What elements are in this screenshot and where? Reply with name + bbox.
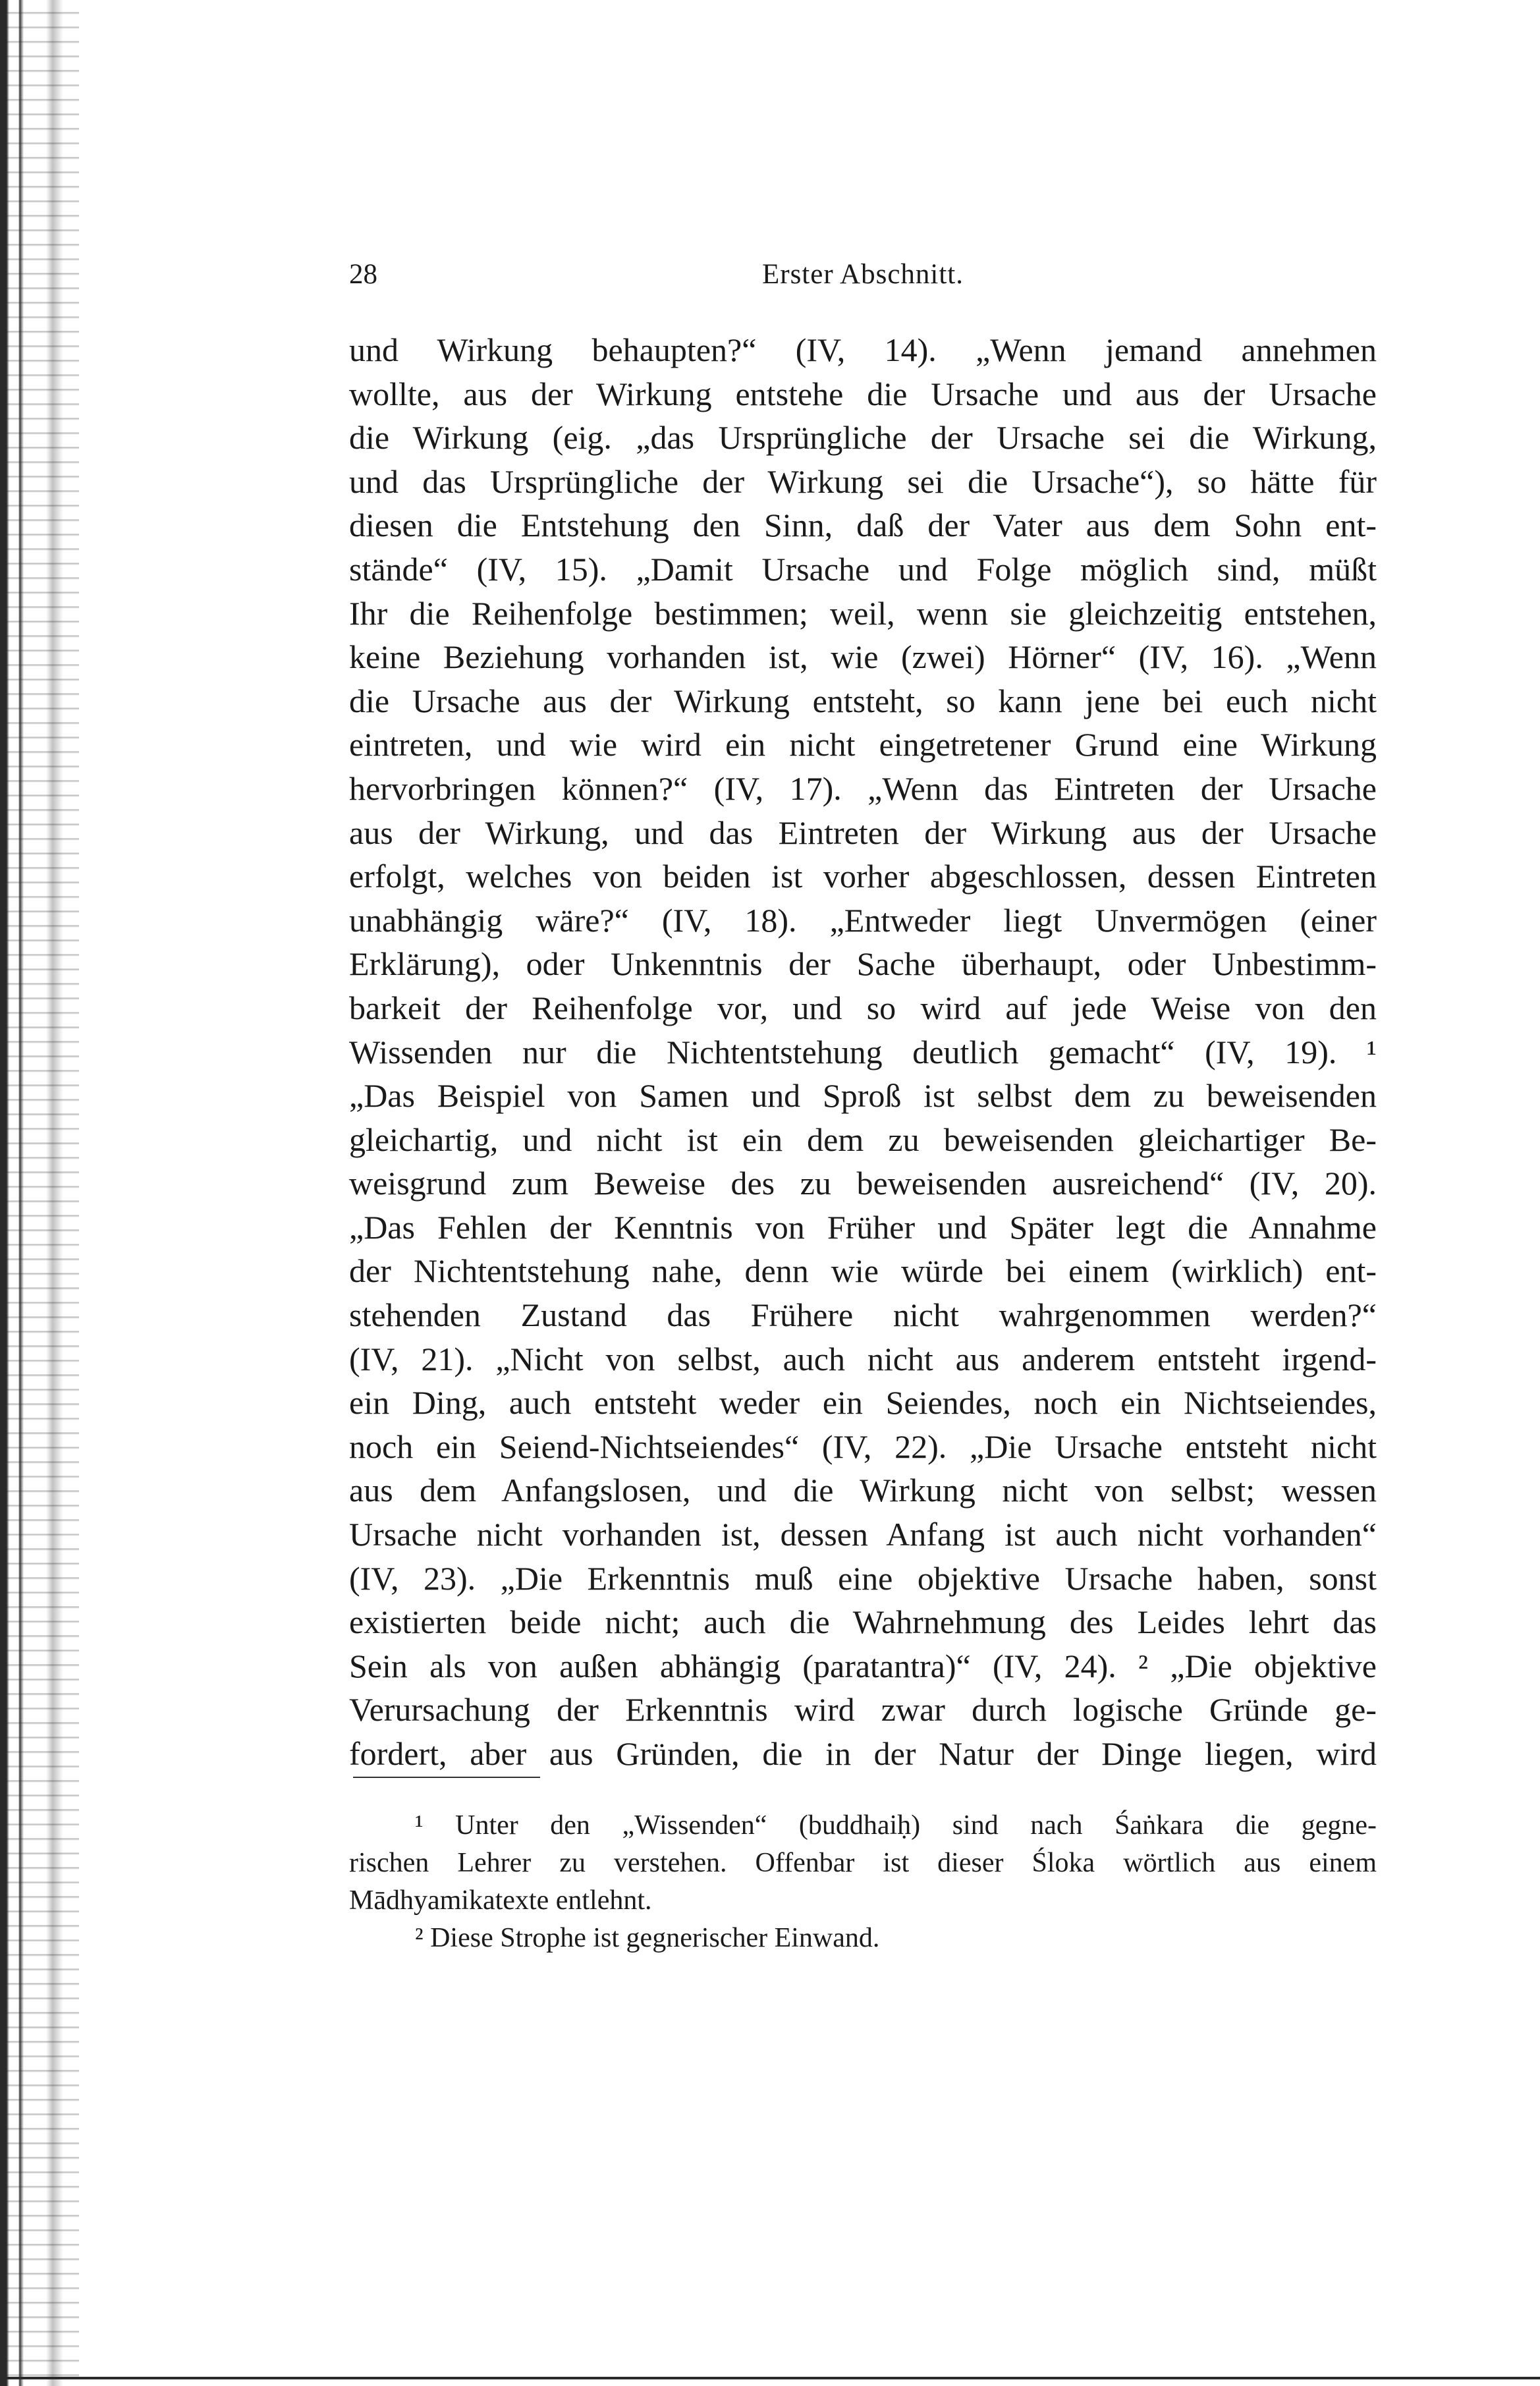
body-line: und Wirkung behaupten?“ (IV, 14). „Wenn jemand annehmen xyxy=(349,331,1377,368)
body-line: Wissenden nur die Nichtentstehung deutlich gemacht“ (IV, 19). ¹ xyxy=(349,1033,1377,1070)
body-line: der Nichtentstehung nahe, denn wie würde bei einem (wirklich) ent- xyxy=(349,1252,1377,1290)
body-text xyxy=(349,328,1377,1776)
body-line: weisgrund zum Beweise des zu beweisenden ausreichend“ (IV, 20). xyxy=(349,1165,1377,1202)
body-line: gleichartig, und nicht ist ein dem zu beweisenden gleichartiger Be- xyxy=(349,1121,1377,1158)
body-line: „Das Fehlen der Kenntnis von Früher und Später legt die Annahme xyxy=(349,1208,1377,1246)
body-line: aus dem Anfangslosen, und die Wirkung nicht von selbst; wessen xyxy=(349,1472,1377,1509)
body-line: (IV, 21). „Nicht von selbst, auch nicht aus anderem entsteht irgend- xyxy=(349,1340,1377,1377)
body-line: aus der Wirkung, und das Eintreten der Wirkung aus der Ursache xyxy=(349,814,1377,851)
body-line: stände“ (IV, 15). „Damit Ursache und Folge möglich sind, müßt xyxy=(349,550,1377,588)
footnote-line: ¹ Unter den „Wissenden“ (buddhaiḥ) sind nach Śaṅkara die gegne- xyxy=(415,1810,1377,1841)
body-line: (IV, 23). „Die Erkenntnis muß eine objektive Ursache haben, sonst xyxy=(349,1559,1377,1597)
footnote-line: rischen Lehrer zu verstehen. Offenbar ist dieser Śloka wörtlich aus einem xyxy=(349,1848,1377,1878)
body-line: barkeit der Reihenfolge vor, und so wird auf jede Weise von den xyxy=(349,989,1377,1026)
body-line: „Das Beispiel von Samen und Sproß ist selbst dem zu beweisenden xyxy=(349,1077,1377,1115)
body-line: keine Beziehung vorhanden ist, wie (zwei) Hörner“ (IV, 16). „Wenn xyxy=(349,638,1377,676)
page-bottom-edge xyxy=(0,2377,1540,2379)
page-number: 28 xyxy=(349,259,377,290)
running-title: Erster Abschnitt. xyxy=(761,259,964,290)
body-line: Verursachung der Erkenntnis wird zwar durch logische Gründe ge- xyxy=(349,1691,1377,1729)
body-line: wollte, aus der Wirkung entstehe die Ursache und aus der Ursache xyxy=(349,375,1377,412)
body-line: Sein als von außen abhängig (paratantra)“ (IV, 24). ² „Die objektive xyxy=(349,1647,1377,1684)
body-line: diesen die Entstehung den Sinn, daß der Vater aus dem Sohn ent- xyxy=(349,507,1377,544)
body-line: fordert, aber aus Gründen, die in der Natur der Dinge liegen, wird xyxy=(349,1735,1377,1772)
footnote-rule xyxy=(353,1777,540,1778)
page-binding-edge xyxy=(0,0,79,2386)
body-line: ein Ding, auch entsteht weder ein Seiendes, noch ein Nichtseiendes, xyxy=(349,1384,1377,1422)
footnotes xyxy=(349,1807,1377,1957)
body-line: erfolgt, welches von beiden ist vorher abgeschlossen, dessen Eintreten xyxy=(349,858,1377,895)
body-line: unabhängig wäre?“ (IV, 18). „Entweder liegt Unvermögen (einer xyxy=(349,901,1377,939)
body-line: stehenden Zustand das Frühere nicht wahrgenommen werden?“ xyxy=(349,1296,1377,1334)
body-line: die Wirkung (eig. „das Ursprüngliche der Ursache sei die Wirkung, xyxy=(349,419,1377,457)
body-line: die Ursache aus der Wirkung entsteht, so kann jene bei euch nicht xyxy=(349,682,1377,719)
footnote-line: Mādhyamikatexte entlehnt. xyxy=(349,1885,652,1916)
running-head xyxy=(349,258,1377,298)
body-line: existierten beide nicht; auch die Wahrnehmung des Leides lehrt das xyxy=(349,1603,1377,1641)
footnote-line: ² Diese Strophe ist gegnerischer Einwand. xyxy=(415,1923,880,1953)
body-line: Ursache nicht vorhanden ist, dessen Anfang ist auch nicht vorhanden“ xyxy=(349,1516,1377,1553)
body-line: Erklärung), oder Unkenntnis der Sache überhaupt, oder Unbestimm- xyxy=(349,945,1377,983)
body-line: eintreten, und wie wird ein nicht eingetretener Grund eine Wirkung xyxy=(349,726,1377,763)
body-line: Ihr die Reihenfolge bestimmen; weil, wenn sie gleichzeitig entstehen, xyxy=(349,594,1377,632)
body-line: noch ein Seiend-Nichtseiendes“ (IV, 22). „Die Ursache entsteht nicht xyxy=(349,1428,1377,1465)
body-line: hervorbringen können?“ (IV, 17). „Wenn das Eintreten der Ursache xyxy=(349,769,1377,807)
body-line: und das Ursprüngliche der Wirkung sei die Ursache“), so hätte für xyxy=(349,462,1377,500)
